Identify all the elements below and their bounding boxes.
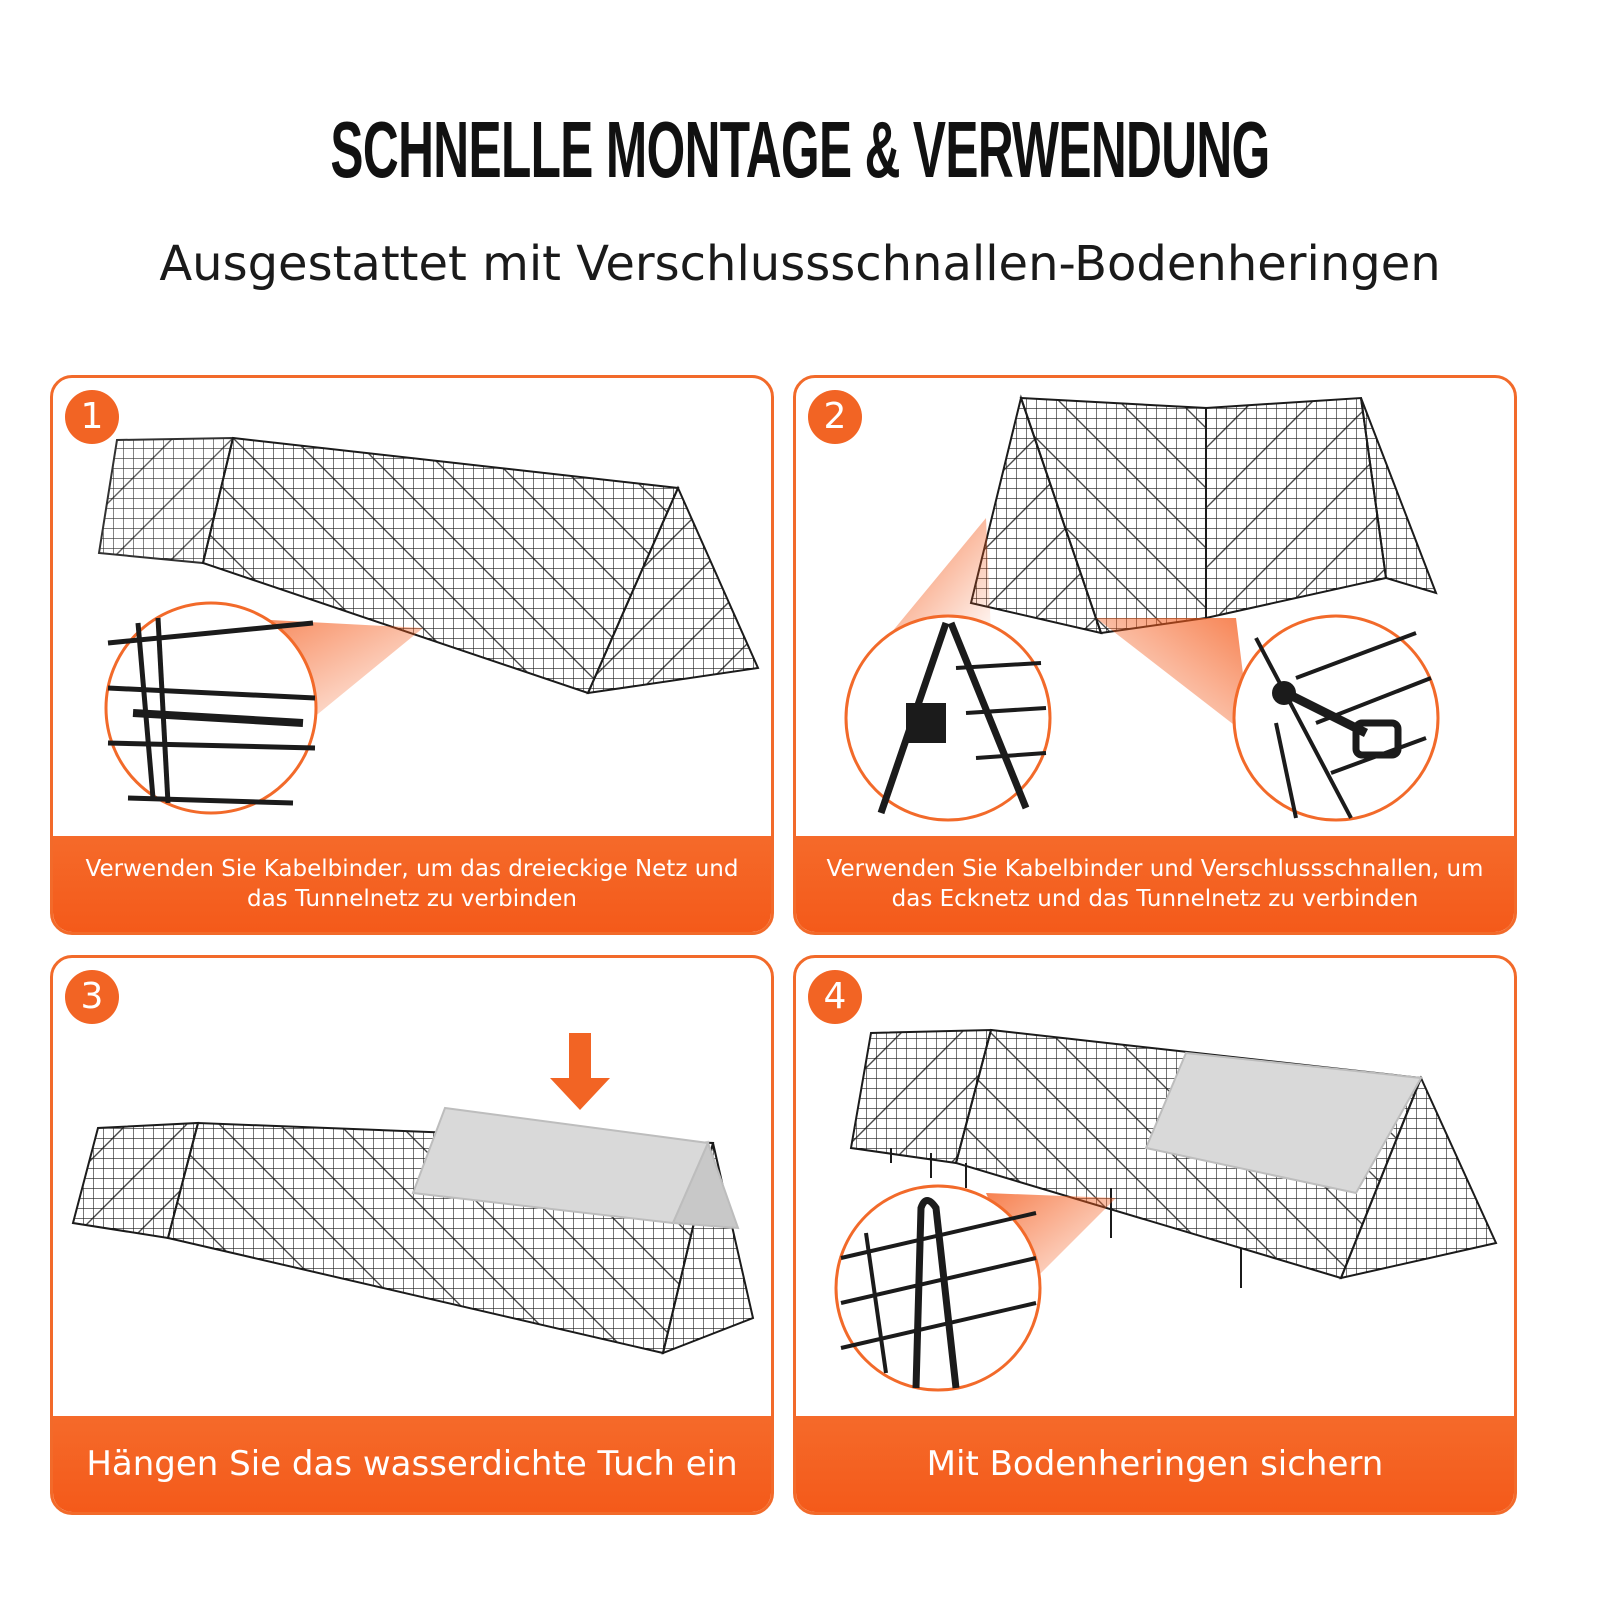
page-subtitle: Ausgestattet mit Verschlussschnallen-Bodenheringen — [159, 236, 1441, 292]
step-caption: Verwenden Sie Kabelbinder, um das dreieckige Netz und das Tunnelnetz zu verbinden — [53, 836, 771, 932]
step-number-badge: 2 — [808, 390, 862, 444]
step-number-badge: 4 — [808, 970, 862, 1024]
staked-tunnel-illustration — [796, 958, 1514, 1426]
step-caption: Hängen Sie das wasserdichte Tuch ein — [53, 1416, 771, 1512]
tunnel-illustration — [53, 378, 771, 846]
step-card-2 — [793, 375, 1517, 935]
step-caption: Mit Bodenheringen sichern — [796, 1416, 1514, 1512]
step-caption: Verwenden Sie Kabelbinder und Verschlussschnallen, um das Ecknetz und das Tunnelnetz zu verbinden — [796, 836, 1514, 932]
step-card-3 — [50, 955, 774, 1515]
step-number-badge: 3 — [65, 970, 119, 1024]
step-card-4 — [793, 955, 1517, 1515]
corner-tunnel-illustration — [796, 378, 1514, 846]
step-number-badge: 1 — [65, 390, 119, 444]
step-card-1 — [50, 375, 774, 935]
cover-tunnel-illustration — [53, 958, 771, 1426]
page-title: SCHNELLE MONTAGE & VERWENDUNG — [330, 105, 1270, 194]
arrow-down-icon — [550, 1033, 610, 1110]
